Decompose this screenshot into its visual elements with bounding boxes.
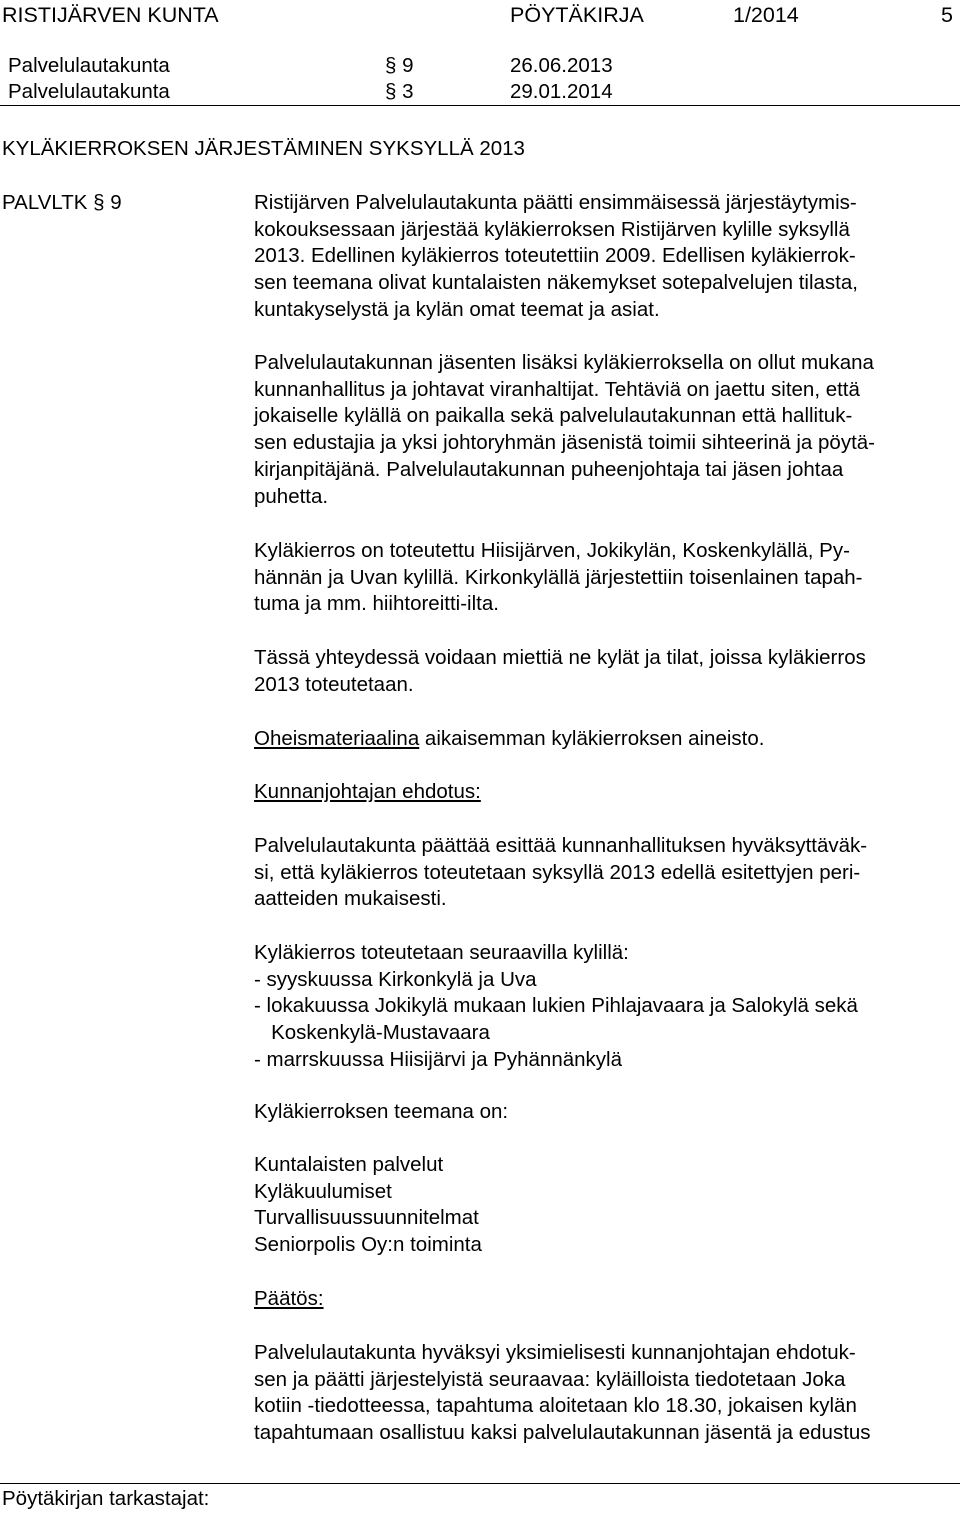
meeting-section: § 3 [385, 80, 414, 103]
decision-text: Palvelulautakunta hyväksyi yksimielisesti kunnanjohtajan ehdotuk- sen ja päätti järjestelyistä seuraavaa: kyläilloista tiedotetaan Joka kotiin -tiedotteessa, tapahtuma aloitetaan klo 18.30, jokaisen kylän tapahtumaan osallistuu kaksi palvelulautakunnan jäsentä ja edustus [254, 1341, 871, 1445]
header-doc-number: 1/2014 [733, 3, 799, 27]
meeting-section: § 9 [385, 54, 414, 77]
paragraph-consider: Tässä yhteydessä voidaan miettiä ne kylät ja tilat, joissa kyläkierros 2013 toteutetaan. [254, 646, 866, 696]
attachment-line [254, 726, 954, 753]
paragraph-villages-done: Kyläkierros on toteutettu Hiisijärven, Jokikylän, Koskenkylällä, Py- hännän ja Uvan kylillä. Kirkonkylällä järjestettiin toisenlainen tapah- tuma ja mm. hiihtoreitti-ilta. [254, 539, 863, 616]
proposal-text: Palvelulautakunta päättää esittää kunnanhallituksen hyväksyttäväk- si, että kyläkierros toteutetaan syksyllä 2013 edellä esitettyjen peri- aatteiden mukaisesti. [254, 834, 868, 911]
footer-label: Pöytäkirjan tarkastajat: [2, 1487, 210, 1510]
header-org: RISTIJÄRVEN KUNTA [2, 3, 219, 27]
header-page-number: 5 [941, 3, 953, 27]
section-title: KYLÄKIERROKSEN JÄRJESTÄMINEN SYKSYLLÄ 2013 [2, 137, 525, 160]
header-divider [0, 105, 960, 106]
attachment-link[interactable]: Oheismateriaalina [254, 727, 420, 750]
villages-list: Kyläkierros toteutetaan seuraavilla kylillä: - syyskuussa Kirkonkylä ja Uva - lokakuussa Jokikylä mukaan lukien Pihlajavaara ja Salokylä sekä Koskenkylä-Mustavaara - marrskuussa Hiisijärvi ja Pyhännänkylä [254, 941, 858, 1071]
attachment-text: aikaisemman kyläkierroksen aineisto. [419, 727, 765, 750]
decision-heading: Päätös: [254, 1287, 324, 1310]
themes-intro: Kyläkierroksen teemana on: [254, 1100, 509, 1123]
themes-list: Kuntalaisten palvelut Kyläkuulumiset Turvallisuussuunnitelmat Seniorpolis Oy:n toiminta [254, 1153, 482, 1257]
section-reference: PALVLTK § 9 [2, 191, 122, 214]
header-doc-type: PÖYTÄKIRJA [510, 3, 644, 27]
meeting-date: 26.06.2013 [510, 54, 613, 77]
footer-divider [0, 1483, 960, 1484]
paragraph-participants: Palvelulautakunnan jäsenten lisäksi kyläkierroksella on ollut mukana kunnanhallitus ja johtavat viranhaltijat. Tehtäviä on jaettu siten, että jokaiselle kylällä on paikalla sekä palvelulautakunnan että hallituk- sen edustajia ja yksi johtoryhmän jäsenistä toimii sihteerinä ja pöytä- kirjanpitäjänä. Palvelulautakunnan puheenjohtaja tai jäsen johtaa puhetta. [254, 351, 876, 508]
meeting-body: Palvelulautakunta [8, 54, 170, 77]
proposal-heading: Kunnanjohtajan ehdotus: [254, 780, 481, 803]
paragraph-background: Ristijärven Palvelulautakunta päätti ensimmäisessä järjestäytymis- kokouksessaan järjestää kyläkierroksen Ristijärven kylille syksyllä 2013. Edellinen kyläkierros toteutettiin 2009. Edellisen kyläkierrok- sen teemana olivat kuntalaisten näkemykset sotepalvelujen tilasta, kuntakyselystä ja kylän omat teemat ja asiat. [254, 191, 858, 321]
meeting-body: Palvelulautakunta [8, 80, 170, 103]
meeting-date: 29.01.2014 [510, 80, 613, 103]
